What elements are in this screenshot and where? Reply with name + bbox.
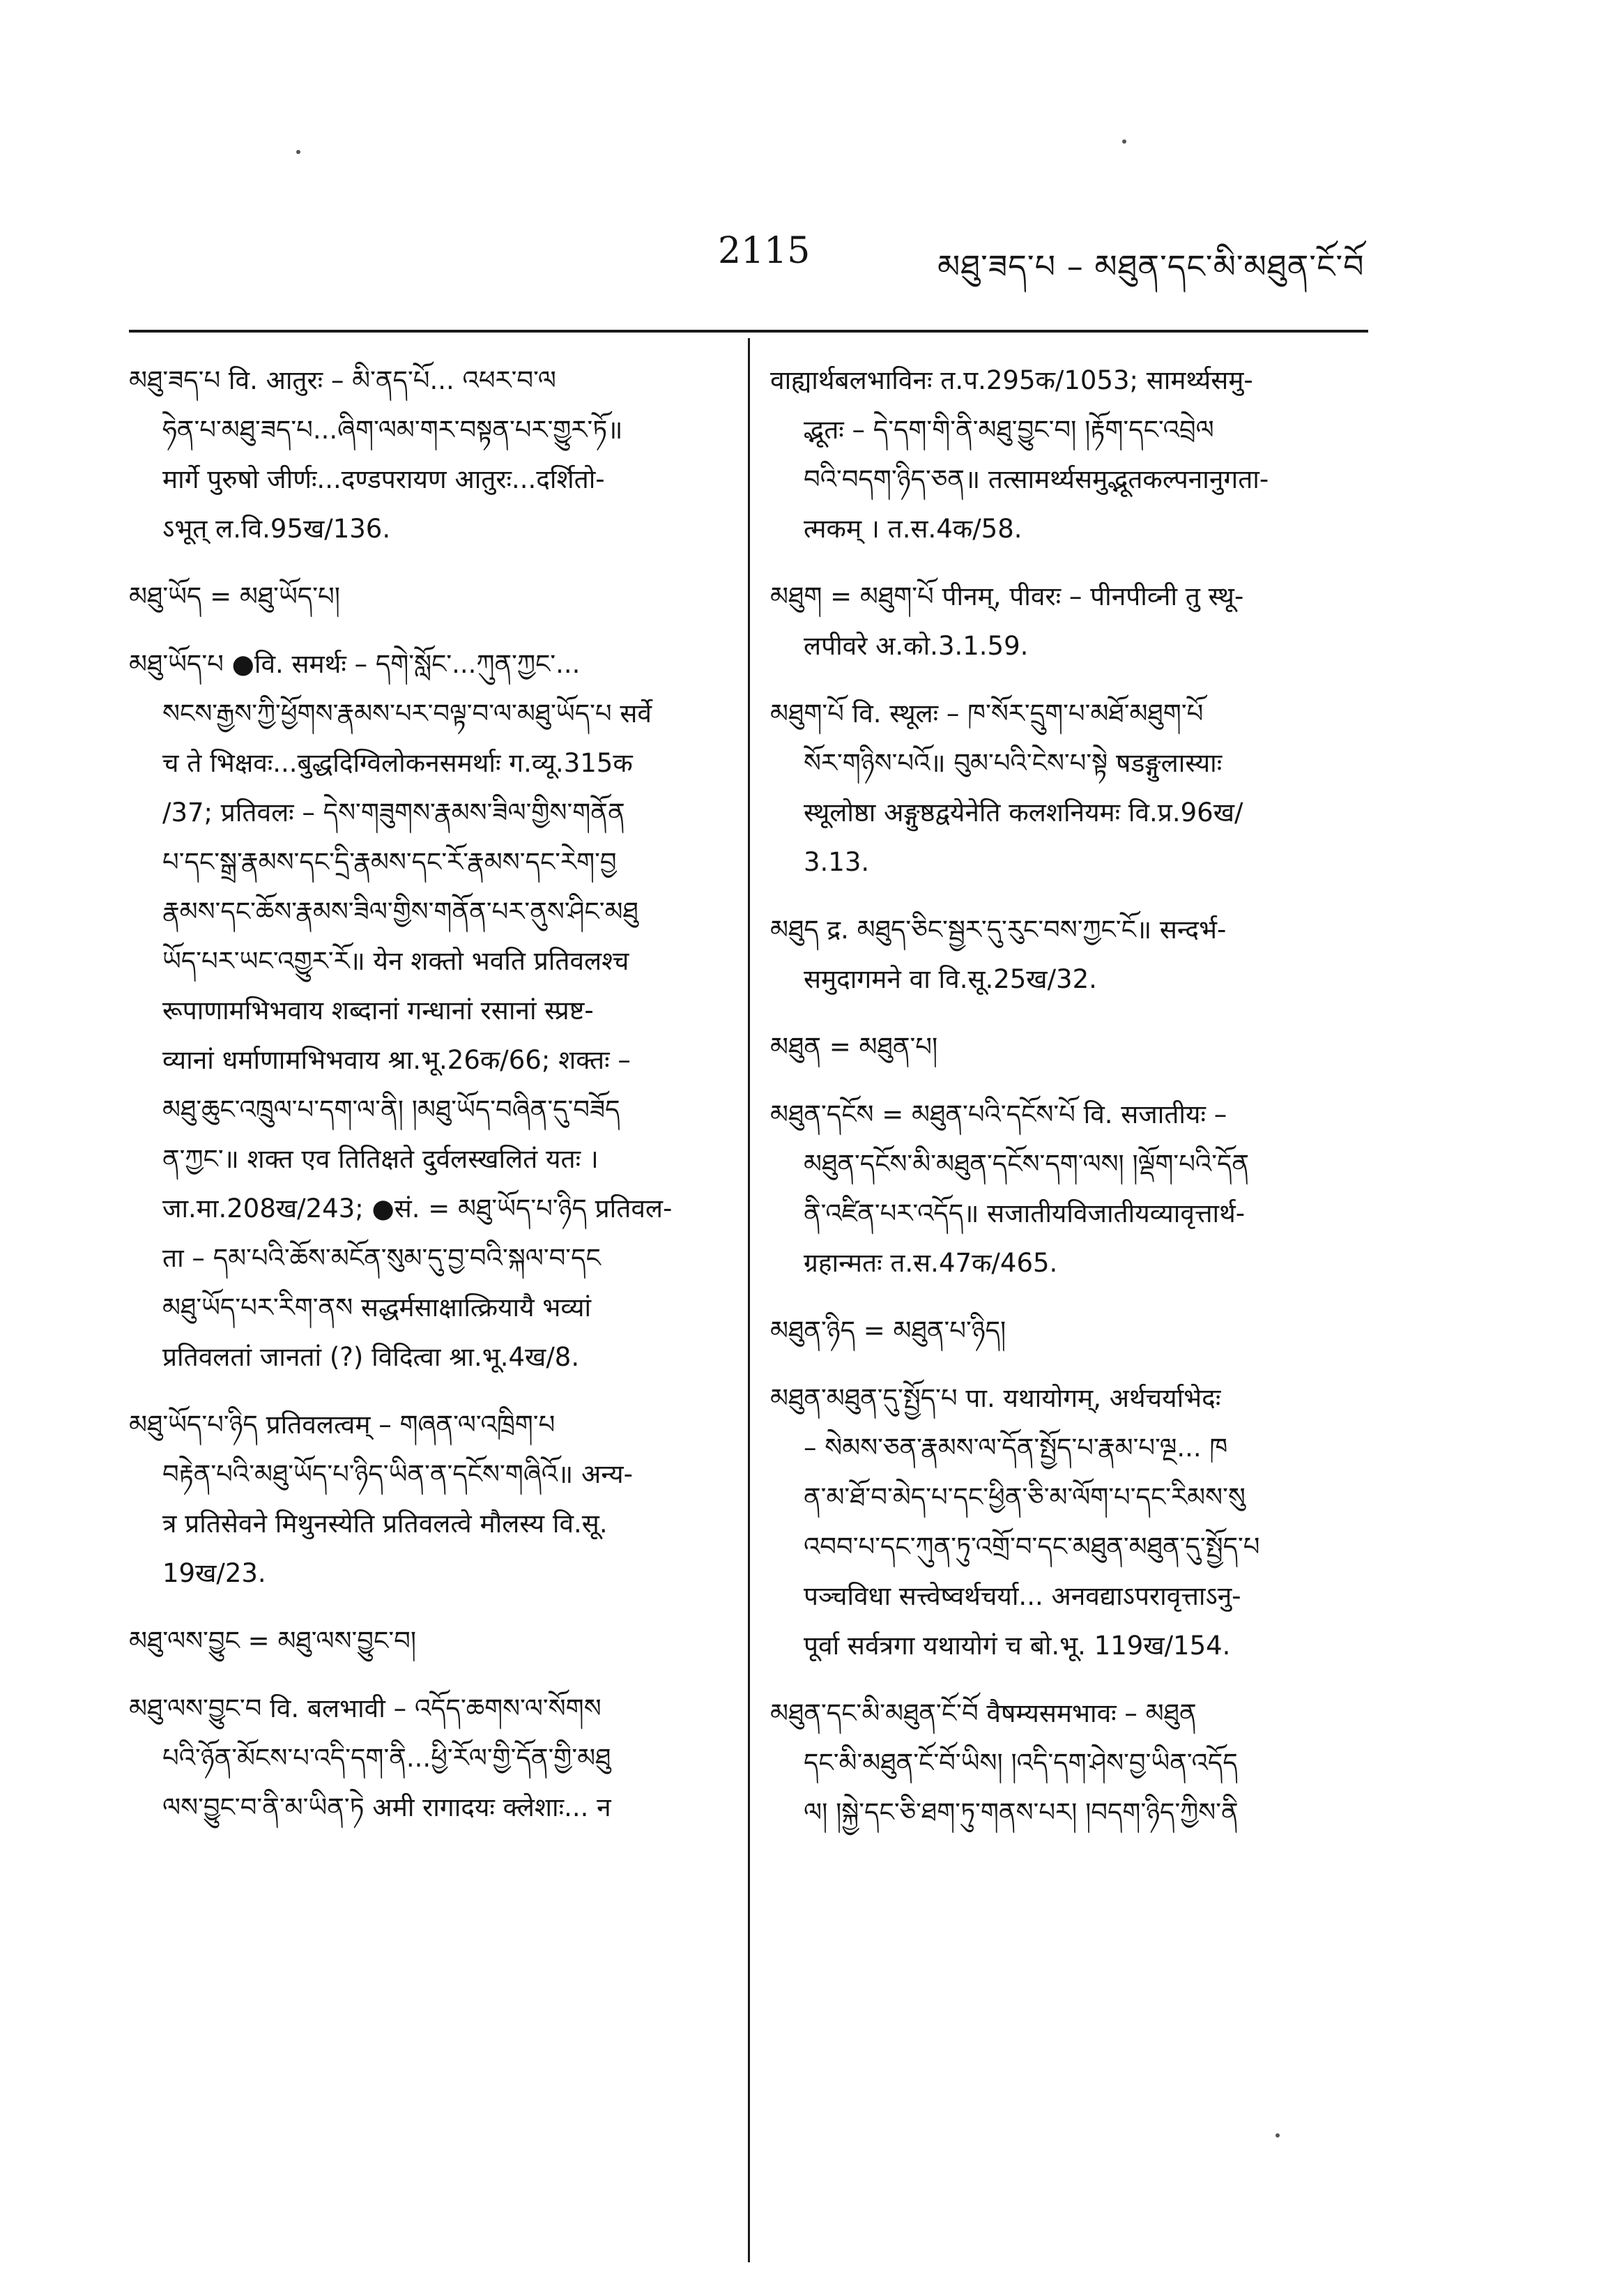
entry-line: लपीवरे अ.को.3.1.59. [804, 631, 1029, 661]
speck [296, 150, 300, 154]
entry-first-line: མཐུན་མཐུན་དུ་སྤྱོད་པ पा. यथायोगम्, अर्थचर्याभेदः [770, 1383, 1221, 1413]
dictionary-entry [770, 572, 1370, 671]
entry-first-line: མཐུ་ཡོད་པ ●वि. समर्थः – དགེ་སློང་...ཀུན་ཀྱང་... [129, 649, 581, 679]
dictionary-entry [770, 905, 1370, 1004]
entry-line: व्यानां धर्माणामभिभवाय श्रा.भू.26क/66; शक्तः – [162, 1045, 631, 1075]
entry-line: སོར་གཉིས་པའོ॥ བུམ་པའི་ངེས་པ་སྟེ षडङ्गुलास्याः [804, 748, 1223, 778]
entry-line: བའི་བདག་ཉིད་ཅན॥ तत्सामर्थ्यसमुद्भूतकल्पनानुगता- [804, 464, 1269, 494]
entry-line: ལས་བྱུང་བ་ནི་མ་ཡིན་ཏེ अमी रागादयः क्लेशाः... न [162, 1792, 611, 1822]
page-number: 2115 [718, 230, 811, 272]
entry-line: द्भूतः – དེ་དག་གི་ནི་མཐུ་བྱུང་བ། །རྟོག་དང་འབྲེལ [804, 415, 1214, 445]
entry-line: པའི་ཉོན་མོངས་པ་འདི་དག་ནི...ཕྱི་རོལ་གྱི་དོན་གྱི་མཐུ [162, 1743, 611, 1773]
entry-line: ग्रहान्मतः त.स.47क/465. [804, 1248, 1058, 1278]
entry-line: ན་མ་ཐོ་བ་མེད་པ་དང་ཕྱིན་ཅི་མ་ལོག་པ་དང་རིམས་སུ [804, 1482, 1246, 1512]
entry-line: དང་མི་མཐུན་ངོ་བོ་ཡིས། །འདི་དག་ཤེས་བྱ་ཡིན་འདོད [804, 1748, 1238, 1778]
entry-first-line: མཐུན = མཐུན་པ། [770, 1032, 938, 1062]
dictionary-entry [770, 1306, 1370, 1355]
entry-line: ཡོད་པར་ཡང་འགྱུར་རོ॥ येन शक्तो भवति प्रतिवलश्च [162, 946, 629, 976]
entry-line: མཐུ་ཡོད་པར་རིག་ནས सद्धर्मसाक्षात्क्रियायै भव्यां [162, 1293, 592, 1323]
entry-line: རྣམས་དང་ཆོས་རྣམས་ཟིལ་གྱིས་གནོན་པར་ནུས་ཤིང་མཐུ [162, 897, 638, 927]
entry-first-line: མཐུན་ཉིད = མཐུན་པ་ཉིད། [770, 1316, 1006, 1346]
entry-line: བརྟེན་པའི་མཐུ་ཡོད་པ་ཉིད་ཡིན་ན་དངོས་གཞིའོ॥ अन्य- [162, 1459, 633, 1489]
column-rule [748, 338, 750, 2262]
header-rule [129, 330, 1368, 333]
entry-line: ལ། །སྐྱེ་དང་ཅི་ཐག་ཏུ་གནས་པར། །བདག་ཉིད་ཀྱིས་ནི [804, 1797, 1239, 1827]
entry-line: 3.13. [804, 847, 870, 877]
entry-first-line: མཐུ་ཟད་པ वि. आतुरः – མི་ནད་པོ... འཕར་བ་ལ [129, 365, 556, 395]
entry-line: त्र प्रतिसेवने मिथुनस्येति प्रतिवलत्वे मौलस्य वि.सू. [162, 1509, 608, 1539]
entry-line: ता – དམ་པའི་ཆོས་མངོན་སུམ་དུ་བྱ་བའི་སྐལ་བ་དང [162, 1243, 601, 1273]
running-head: མཐུ་ཟད་པ – མཐུན་དང་མི་མཐུན་ངོ་བོ [937, 247, 1365, 285]
entry-line: མཐུ་ཆུང་འཁྲུལ་པ་དག་ལ་ནི། །མཐུ་ཡོད་བཞིན་དུ་བཟོད [162, 1095, 620, 1125]
dictionary-entry [770, 1689, 1370, 1837]
dictionary-entry [770, 689, 1370, 887]
entry-line: པ་དང་སྒྲ་རྣམས་དང་དྲི་རྣམས་དང་རོ་རྣམས་དང་རེག་བྱ [162, 847, 617, 877]
right-column [770, 356, 1370, 1855]
entry-line: समुदागमने वा वि.सू.25ख/32. [804, 964, 1097, 994]
dictionary-entry [770, 1090, 1370, 1288]
dictionary-entry [770, 1373, 1370, 1670]
speck [1276, 2133, 1280, 2138]
entry-first-line: མཐུ་ལས་བྱུང་བ वि. बलभावी – འདོད་ཆགས་ལ་སོགས [129, 1693, 602, 1723]
entry-line: ཧེན་པ་མཐུ་ཟད་པ...ཞིག་ལམ་གར་བསྟན་པར་གྱུར་ཏོ॥ [162, 415, 623, 445]
entry-first-line: མཐུ་ལས་བྱུང = མཐུ་ལས་བྱུང་བ། [129, 1626, 417, 1656]
entry-line: रूपाणामभिभवाय शब्दानां गन्धानां रसानां स्प्रष्ट- [162, 996, 594, 1026]
entry-line: प्रतिवलतां जानतां (?) विदित्वा श्रा.भू.4ख/8. [162, 1342, 580, 1372]
entry-first-line: མཐུག་པོ वि. स्थूलः – ཁ་སོར་དྲུག་པ་མཐོ་མཐུག་པོ [770, 699, 1204, 729]
entry-first-line: མཐུན་དངོས = མཐུན་པའི་དངོས་པོ वि. सजातीयः – [770, 1099, 1227, 1129]
dictionary-entry [770, 356, 1370, 554]
entry-first-line: མཐུན་དང་མི་མཐུན་ངོ་བོ वैषम्यसमभावः – མཐུན [770, 1698, 1197, 1728]
entry-first-line: वाह्यार्थबलभाविनः त.प.295क/1053; सामर्थ्यसमु- [770, 365, 1253, 395]
dictionary-entry [129, 1616, 742, 1666]
entry-line: /37; प्रतिवलः – དེས་གཟུགས་རྣམས་ཟིལ་གྱིས་གནོན [162, 798, 625, 828]
dictionary-entry [129, 639, 742, 1382]
entry-line: पूर्वा सर्वत्रगा यथायोगं च बो.भू. 119ख/154. [804, 1631, 1231, 1661]
entry-first-line: མཐུག = མཐུག་པོ पीनम्, पीवरः – पीनपीव्नी तु स्थू- [770, 581, 1244, 611]
entry-line: ནི་འཛིན་པར་འདོད॥ सजातीयविजातीयव्यावृत्तार्थ- [804, 1198, 1246, 1228]
entry-line: त्मकम् । त.स.4क/58. [804, 514, 1022, 544]
entry-line: ऽभूत् ल.वि.95ख/136. [162, 514, 391, 544]
left-column [129, 356, 742, 1850]
entry-line: འབབ་པ་དང་ཀུན་ཏུ་འགྲོ་བ་དང་མཐུན་མཐུན་དུ་སྤྱོད་པ [804, 1532, 1260, 1562]
entry-line: जा.मा.208ख/243; ●सं. = མཐུ་ཡོད་པ་ཉིད प्रतिवल- [162, 1194, 673, 1224]
entry-line: स्थूलोष्ठा अङ्गुष्ठद्वयेनेति कलशनियमः वि.प्र.96ख/ [804, 798, 1243, 828]
entry-first-line: མཐུ་ཡོད་པ་ཉིད प्रतिवलत्वम् – གཞན་ལ་འཁྲིག་པ [129, 1410, 556, 1440]
dictionary-entry [129, 572, 742, 621]
entry-line: मार्गे पुरुषो जीर्णः...दण्डपरायण आतुरः...दर्शितो- [162, 464, 605, 494]
entry-line: མཐུན་དངོས་མི་མཐུན་དངོས་དག་ལས། །ལྡོག་པའི་དོན [804, 1149, 1250, 1179]
entry-first-line: མཐུད द्र. མཐུད་ཅིང་སྦྱར་དུ་རུང་བས་ཀྱང་ངོ॥ सन्दर्भ- [770, 915, 1227, 945]
dictionary-entry [129, 1400, 742, 1598]
entry-first-line: མཐུ་ཡོད = མཐུ་ཡོད་པ། [129, 581, 340, 611]
entry-line: – སེམས་ཅན་རྣམས་ལ་དོན་སྤྱོད་པ་རྣམ་པ་ལྔ... ཁ [804, 1433, 1228, 1463]
dictionary-entry [129, 356, 742, 554]
entry-line: च ते भिक्षवः...बुद्धदिग्विलोकनसमर्थाः ग.व्यू.315क [162, 748, 633, 778]
speck [1122, 139, 1126, 144]
entry-line: ན་ཀྱང་॥ शक्त एव तितिक्षते दुर्वलस्खलितं यतः । [162, 1144, 599, 1174]
entry-line: पञ्चविधा सत्त्वेष्वर्थचर्या... अनवद्याऽपरावृत्ताऽनु- [804, 1581, 1241, 1611]
entry-line: སངས་རྒྱས་ཀྱི་ཕྱོགས་རྣམས་པར་བལྟ་བ་ལ་མཐུ་ཡོད་པ सर्वे [162, 699, 652, 729]
dictionary-entry [770, 1022, 1370, 1072]
entry-line: 19ख/23. [162, 1558, 266, 1588]
dictionary-entry [129, 1684, 742, 1832]
